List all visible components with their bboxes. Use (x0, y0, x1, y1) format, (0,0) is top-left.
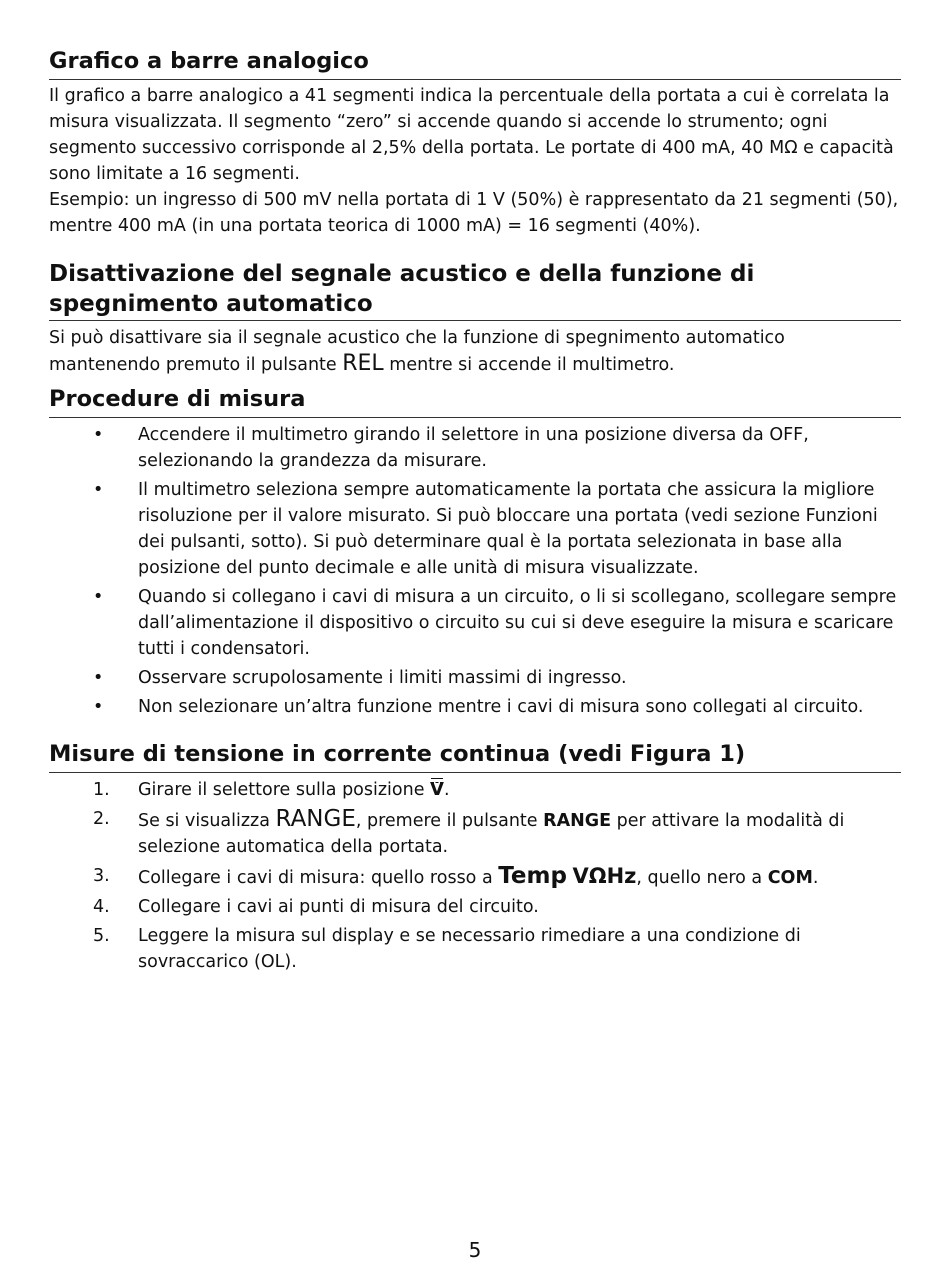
page-number: 5 (468, 1238, 482, 1262)
step-number: 5. (93, 926, 110, 946)
list-item (49, 894, 901, 920)
section-title-procedures: Procedure di misura (49, 382, 901, 418)
list-item (49, 665, 901, 691)
list-item (49, 806, 901, 860)
dcv-steps-list (49, 777, 901, 975)
bullet-icon: • (93, 425, 104, 445)
rel-key-label: REL (342, 351, 384, 376)
step-text: . (812, 868, 819, 888)
list-item (49, 477, 901, 581)
dc-volts-icon: V (430, 779, 444, 800)
list-item (49, 584, 901, 662)
step-text: Leggere la misura sul display e se necessario rimediare a una condizione di sovraccarico (OL). (138, 926, 801, 972)
section-title-dcv: Misure di tensione in corrente continua (vedi Figura 1) (49, 737, 901, 773)
list-item (49, 422, 901, 474)
range-key-label: RANGE (543, 811, 612, 831)
list-item-text: Il multimetro seleziona sempre automaticamente la portata che assicura la migliore risoluzione per il valore misurato. Si può bloccare una portata (vedi sezione Funzioni dei pulsanti, sotto). Si può determinare qual è la portata selezionata in base alla posizione del punto decimale e alle unità di misura visualizzate. (138, 480, 878, 578)
step-text: Se si visualizza (138, 811, 276, 831)
step-number: 2. (93, 809, 110, 829)
list-item-text: Quando si collegano i cavi di misura a un circuito, o li si scollegano, scollegare sempre dall’alimentazione il dispositivo o circuito su cui si deve eseguire la misura e scaricare tutti i condensatori. (138, 587, 897, 659)
page-content (49, 44, 901, 978)
step-text: , premere il pulsante (355, 811, 544, 831)
bullet-icon: • (93, 587, 104, 607)
step-text: Collegare i cavi di misura: quello rosso a (138, 868, 499, 888)
com-jack-label: COM (767, 868, 813, 888)
section-beeper (49, 259, 901, 378)
step-number: 1. (93, 780, 110, 800)
list-item (49, 923, 901, 975)
bullet-icon: • (93, 697, 104, 717)
step-text: , quello nero a (636, 868, 768, 888)
list-item-text: Accendere il multimetro girando il selettore in una posizione diversa da OFF, selezionando la grandezza da misurare. (138, 425, 809, 471)
list-item (49, 777, 901, 803)
range-display-label: RANGE (275, 806, 356, 832)
section-procedures (49, 382, 901, 720)
list-item (49, 863, 901, 891)
step-number: 3. (93, 866, 110, 886)
section-title-beeper: Disattivazione del segnale acustico e della funzione di spegnimento automatico (49, 259, 901, 321)
beeper-text-b: mentre si accende il multimetro. (383, 355, 675, 375)
list-item (49, 694, 901, 720)
procedures-list (49, 422, 901, 720)
list-item-text: Osservare scrupolosamente i limiti massimi di ingresso. (138, 668, 627, 688)
bullet-icon: • (93, 480, 104, 500)
section-dcv (49, 737, 901, 975)
section-bargraph (49, 44, 901, 239)
step-text: Girare il selettore sulla posizione (138, 780, 431, 800)
bargraph-paragraph-1: Il grafico a barre analogico a 41 segmenti indica la percentuale della portata a cui è correlata la misura visualizzata. Il segmento “zero” si accende quando si accende lo strumento; ogni segmento successivo corrisponde al 2,5% della portata. Le portate di 400 mA, 40 MΩ e capacità sono limitate a 16 segmenti. (49, 86, 894, 184)
step-text: . (443, 780, 450, 800)
bullet-icon: • (93, 668, 104, 688)
beeper-paragraph (49, 325, 901, 378)
list-item-text: Non selezionare un’altra funzione mentre i cavi di misura sono collegati al circuito. (138, 697, 864, 717)
vohz-jack-label: VΩHz (572, 864, 637, 888)
step-number: 4. (93, 897, 110, 917)
step-text: Collegare i cavi ai punti di misura del circuito. (138, 897, 539, 917)
bargraph-paragraph-2: Esempio: un ingresso di 500 mV nella portata di 1 V (50%) è rappresentato da 21 segmenti (50), mentre 400 mA (in una portata teorica di 1000 mA) = 16 segmenti (40%). (49, 190, 899, 236)
temp-jack-label: Temp (498, 863, 567, 889)
section-title-bargraph: Grafico a barre analogico (49, 44, 901, 80)
beeper-text-a: Si può disattivare sia il segnale acustico che la funzione di spegnimento automatico mantenendo premuto il pulsante (49, 328, 785, 375)
step-text: per attivare la modalità di selezione automatica della portata. (138, 811, 845, 857)
